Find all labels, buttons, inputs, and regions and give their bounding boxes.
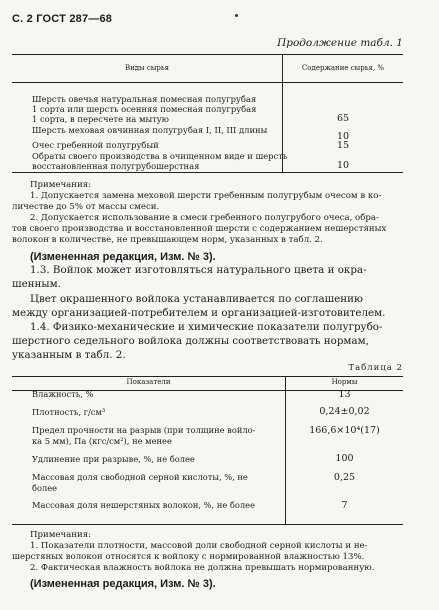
notes1-line-1: 1. Допускается замена меховой шерсти гребенным полугрубым очесом в ко- <box>30 191 382 201</box>
table1-row-2-value: 10 <box>336 131 350 142</box>
table2-top-rule <box>12 376 403 377</box>
para-1-3-line-3: Цвет окрашенного войлока устанавливается по соглашению <box>30 293 363 305</box>
table1-row-3-text: Очес гребенной полугрубый <box>32 140 159 150</box>
table-continuation-label: Продолжение табл. 1 <box>277 37 403 49</box>
table1-row-2-text: Шерсть меховая овчинная полугрубая I, II, III длины <box>32 125 268 135</box>
table1-row-1-line-2: 1 сорта или шерсть осенняя помесная полугрубая <box>32 104 257 114</box>
table1-head-rule <box>12 82 403 83</box>
page-label: С. 2 ГОСТ 287—68 <box>12 13 113 25</box>
table2-row-3-line-1: Предел прочности на разрыв (при толщине войло- <box>32 425 256 435</box>
table2-header-norms: Нормы <box>331 378 358 386</box>
table2-row-6-value: 7 <box>341 500 348 511</box>
table1-row-3-value: 15 <box>336 140 350 151</box>
para-1-4-line-3: указанным в табл. 2. <box>12 349 126 361</box>
amendment-note-2: (Измененная редакция, Изм. № 3). <box>30 578 216 590</box>
print-speck <box>235 14 238 17</box>
para-1-3-line-2: шенным. <box>12 278 61 290</box>
notes1-line-4: тов своего производства и восстановленной шерсти с содержанием нешерстяных <box>12 224 387 234</box>
table2-row-3-line-2: ка 5 мм), Па (кгс/см²), не менее <box>32 436 172 446</box>
table2-row-5-line-1: Массовая доля свободной серной кислоты, %, не <box>32 472 248 482</box>
table1-row-4-value: 10 <box>336 160 350 171</box>
notes1-line-2: личестве до 5% от массы смеси. <box>12 202 160 212</box>
para-1-4-line-2: шерстного седельного войлока должны соответствовать нормам, <box>12 335 369 347</box>
table1-row-1-line-1: Шерсть овечья натуральная помесная полугрубая <box>32 94 257 104</box>
amendment-note-1: (Измененная редакция, Изм. № 3). <box>30 251 216 263</box>
table1-row-1-value: 65 <box>336 113 350 124</box>
table2-row-2-name: Плотность, г/см³ <box>32 407 106 417</box>
table1-top-rule <box>12 54 403 55</box>
table2-caption: Таблица 2 <box>348 363 403 373</box>
table1-header-content: Содержание сырья, % <box>301 64 385 72</box>
table1-row-4-line-1: Обраты своего производства в очищенном виде и шерсть <box>32 151 288 161</box>
table2-row-1-value: 13 <box>338 389 351 400</box>
table2-row-4-value: 100 <box>335 453 354 464</box>
table2-row-5-line-2: более <box>32 483 58 493</box>
para-1-3-line-4: между организацией-потребителем и организацией-изготовителем. <box>12 307 386 319</box>
table2-row-3-value: 166,6×10⁴(17) <box>309 425 380 436</box>
table1-header-raw: Виды сырья <box>124 64 170 72</box>
notes1-title: Примечания: <box>30 180 92 190</box>
table1-row-4-line-2: восстановленная полугрубошерстная <box>32 161 200 171</box>
notes2-title: Примечания: <box>30 530 92 540</box>
para-1-3-line-1: 1.3. Войлок может изготовляться натурального цвета и окра- <box>30 264 367 276</box>
notes2-line-3: 2. Фактическая влажность войлока не должна превышать нормированную. <box>30 563 375 573</box>
table2-row-6-name: Массовая доля нешерстяных волокон, %, не более <box>32 500 255 510</box>
table1-row-1-line-3: 1 сорта, в пересчете на мытую <box>32 114 169 124</box>
notes1-line-5: волокон в количестве, не превышающем норм, указанных в табл. 2. <box>12 235 323 245</box>
notes2-line-2: шерстяных волокон относятся к войлоку с нормированной влажностью 13%. <box>12 552 365 562</box>
table2-row-5-value: 0,25 <box>333 472 356 483</box>
para-1-4-line-1: 1.4. Физико-механические и химические показатели полугрубо- <box>30 321 383 333</box>
table2-row-4-name: Удлинение при разрыве, %, не более <box>32 454 195 464</box>
table2-row-1-name: Влажность, % <box>32 389 94 399</box>
table2-bottom-rule <box>12 524 403 525</box>
table1-bottom-rule <box>12 172 403 173</box>
notes1-line-3: 2. Допускается использование в смеси гребенного полугрубого очеса, обра- <box>30 213 379 223</box>
table2-row-2-value: 0,24±0,02 <box>319 406 370 417</box>
table2-header-indicators: Показатели <box>126 378 171 386</box>
notes2-line-1: 1. Показатели плотности, массовой доли свободной серной кислоты и не- <box>30 541 368 551</box>
